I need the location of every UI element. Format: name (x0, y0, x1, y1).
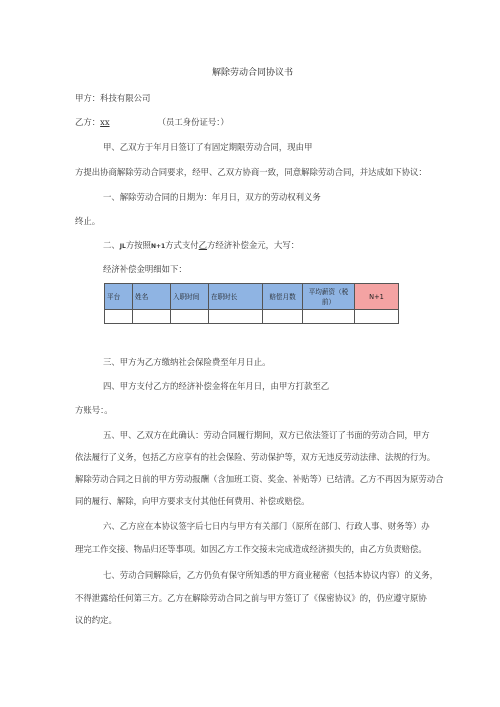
party-b-id-note: （员工身份证号：） (157, 117, 229, 127)
clause-6-line-1: 六、乙方应在本协议签字后七日内与甲方有关部门（原所在部门、行政人事、财务等）办 (103, 521, 430, 531)
clause-2-formula: N+1 (150, 243, 166, 250)
clause-3-line: 三、甲方为乙方缴纳社会保险费至年月日止。 (103, 357, 271, 367)
header-platform: 平台 (105, 284, 133, 310)
header-avg-salary: 平均薪资（税前） (303, 284, 355, 310)
table-cell[interactable] (133, 310, 171, 324)
clause-2-prefix: 二、 (103, 240, 120, 250)
header-name: 姓名 (133, 284, 171, 310)
intro-line-1: 甲、乙双方于年月日签订了有固定期限劳动合同，现由甲 (103, 142, 313, 152)
compensation-label: 经济补偿金明细如下： (103, 264, 187, 274)
clause-5-line-1: 五、甲、乙双方在此确认：劳动合同履行期间，双方已依法签订了书面的劳动合同，甲方 (103, 430, 430, 440)
table-row (105, 310, 399, 324)
party-b-name: xx (100, 117, 110, 127)
header-n-plus-1: N+1 (355, 284, 399, 310)
clause-2-rest2: 方经济补偿金元，大写： (207, 240, 300, 250)
document-title: 解除劳动合同协议书 (212, 68, 294, 78)
clause-2-code: JL (119, 243, 126, 250)
table-cell[interactable] (105, 310, 133, 324)
party-b-line (75, 117, 229, 128)
clause-5-line-2: 依法履行了义务，包括乙方应享有的社会保险、劳动保护等，双方无违反劳动法律、法规的行为。 (75, 452, 436, 462)
clause-2-middle: 方按照 (125, 240, 151, 250)
intro-line-2: 方提出协商解除劳动合同要求，经甲、乙双方协商一致，同意解除劳动合同，并达成如下协议： (75, 167, 427, 177)
party-a-line: 甲方：科技有限公司 (75, 93, 151, 103)
table-cell[interactable] (355, 310, 399, 324)
clause-2-line (103, 240, 299, 252)
clause-2-party: 乙 (198, 240, 208, 250)
clause-1-line-1: 一、解除劳动合同的日期为：年月日，双方的劳动权利义务 (103, 192, 321, 202)
clause-1-line-2: 终止。 (75, 216, 101, 226)
clause-6-line-2: 理完工作交接、物品归还等事项。如因乙方工作交接未完成造成经济损失的，由乙方负责赔偿。 (75, 544, 427, 554)
compensation-table (104, 283, 399, 324)
party-b-prefix: 乙方： (75, 117, 101, 127)
clause-2-rest1: 方式支付 (165, 240, 199, 250)
clause-7-line-3: 议的约定。 (75, 615, 117, 625)
header-tenure: 在职时长 (209, 284, 263, 310)
header-hire-date: 入职时间 (171, 284, 209, 310)
table-cell[interactable] (209, 310, 263, 324)
clause-7-line-1: 七、劳动合同解除后，乙方仍负有保守所知悉的甲方商业秘密（包括本协议内容）的义务， (103, 570, 438, 580)
table-cell[interactable] (303, 310, 355, 324)
clause-7-line-2: 不得泄露给任何第三方。乙方在解除劳动合同之前与甲方签订了《保密协议》的，仍应遵守原协 (75, 593, 427, 603)
clause-5-line-3: 解除劳动合同之日前的甲方劳动报酬（含加班工资、奖金、补贴等）已结清。乙方不再因为原劳动合 (75, 474, 444, 484)
clause-4-line-1: 四、甲方支付乙方的经济补偿金将在年月日，由甲方打款至乙 (103, 381, 330, 391)
table-cell[interactable] (263, 310, 303, 324)
header-months: 赔偿月数 (263, 284, 303, 310)
clause-5-line-4: 同的履行、解除，向甲方要求支付其他任何费用、补偿或赔偿。 (75, 496, 310, 506)
table-header-row (105, 284, 399, 310)
table-cell[interactable] (171, 310, 209, 324)
clause-4-line-2: 方账号：。 (75, 405, 113, 415)
